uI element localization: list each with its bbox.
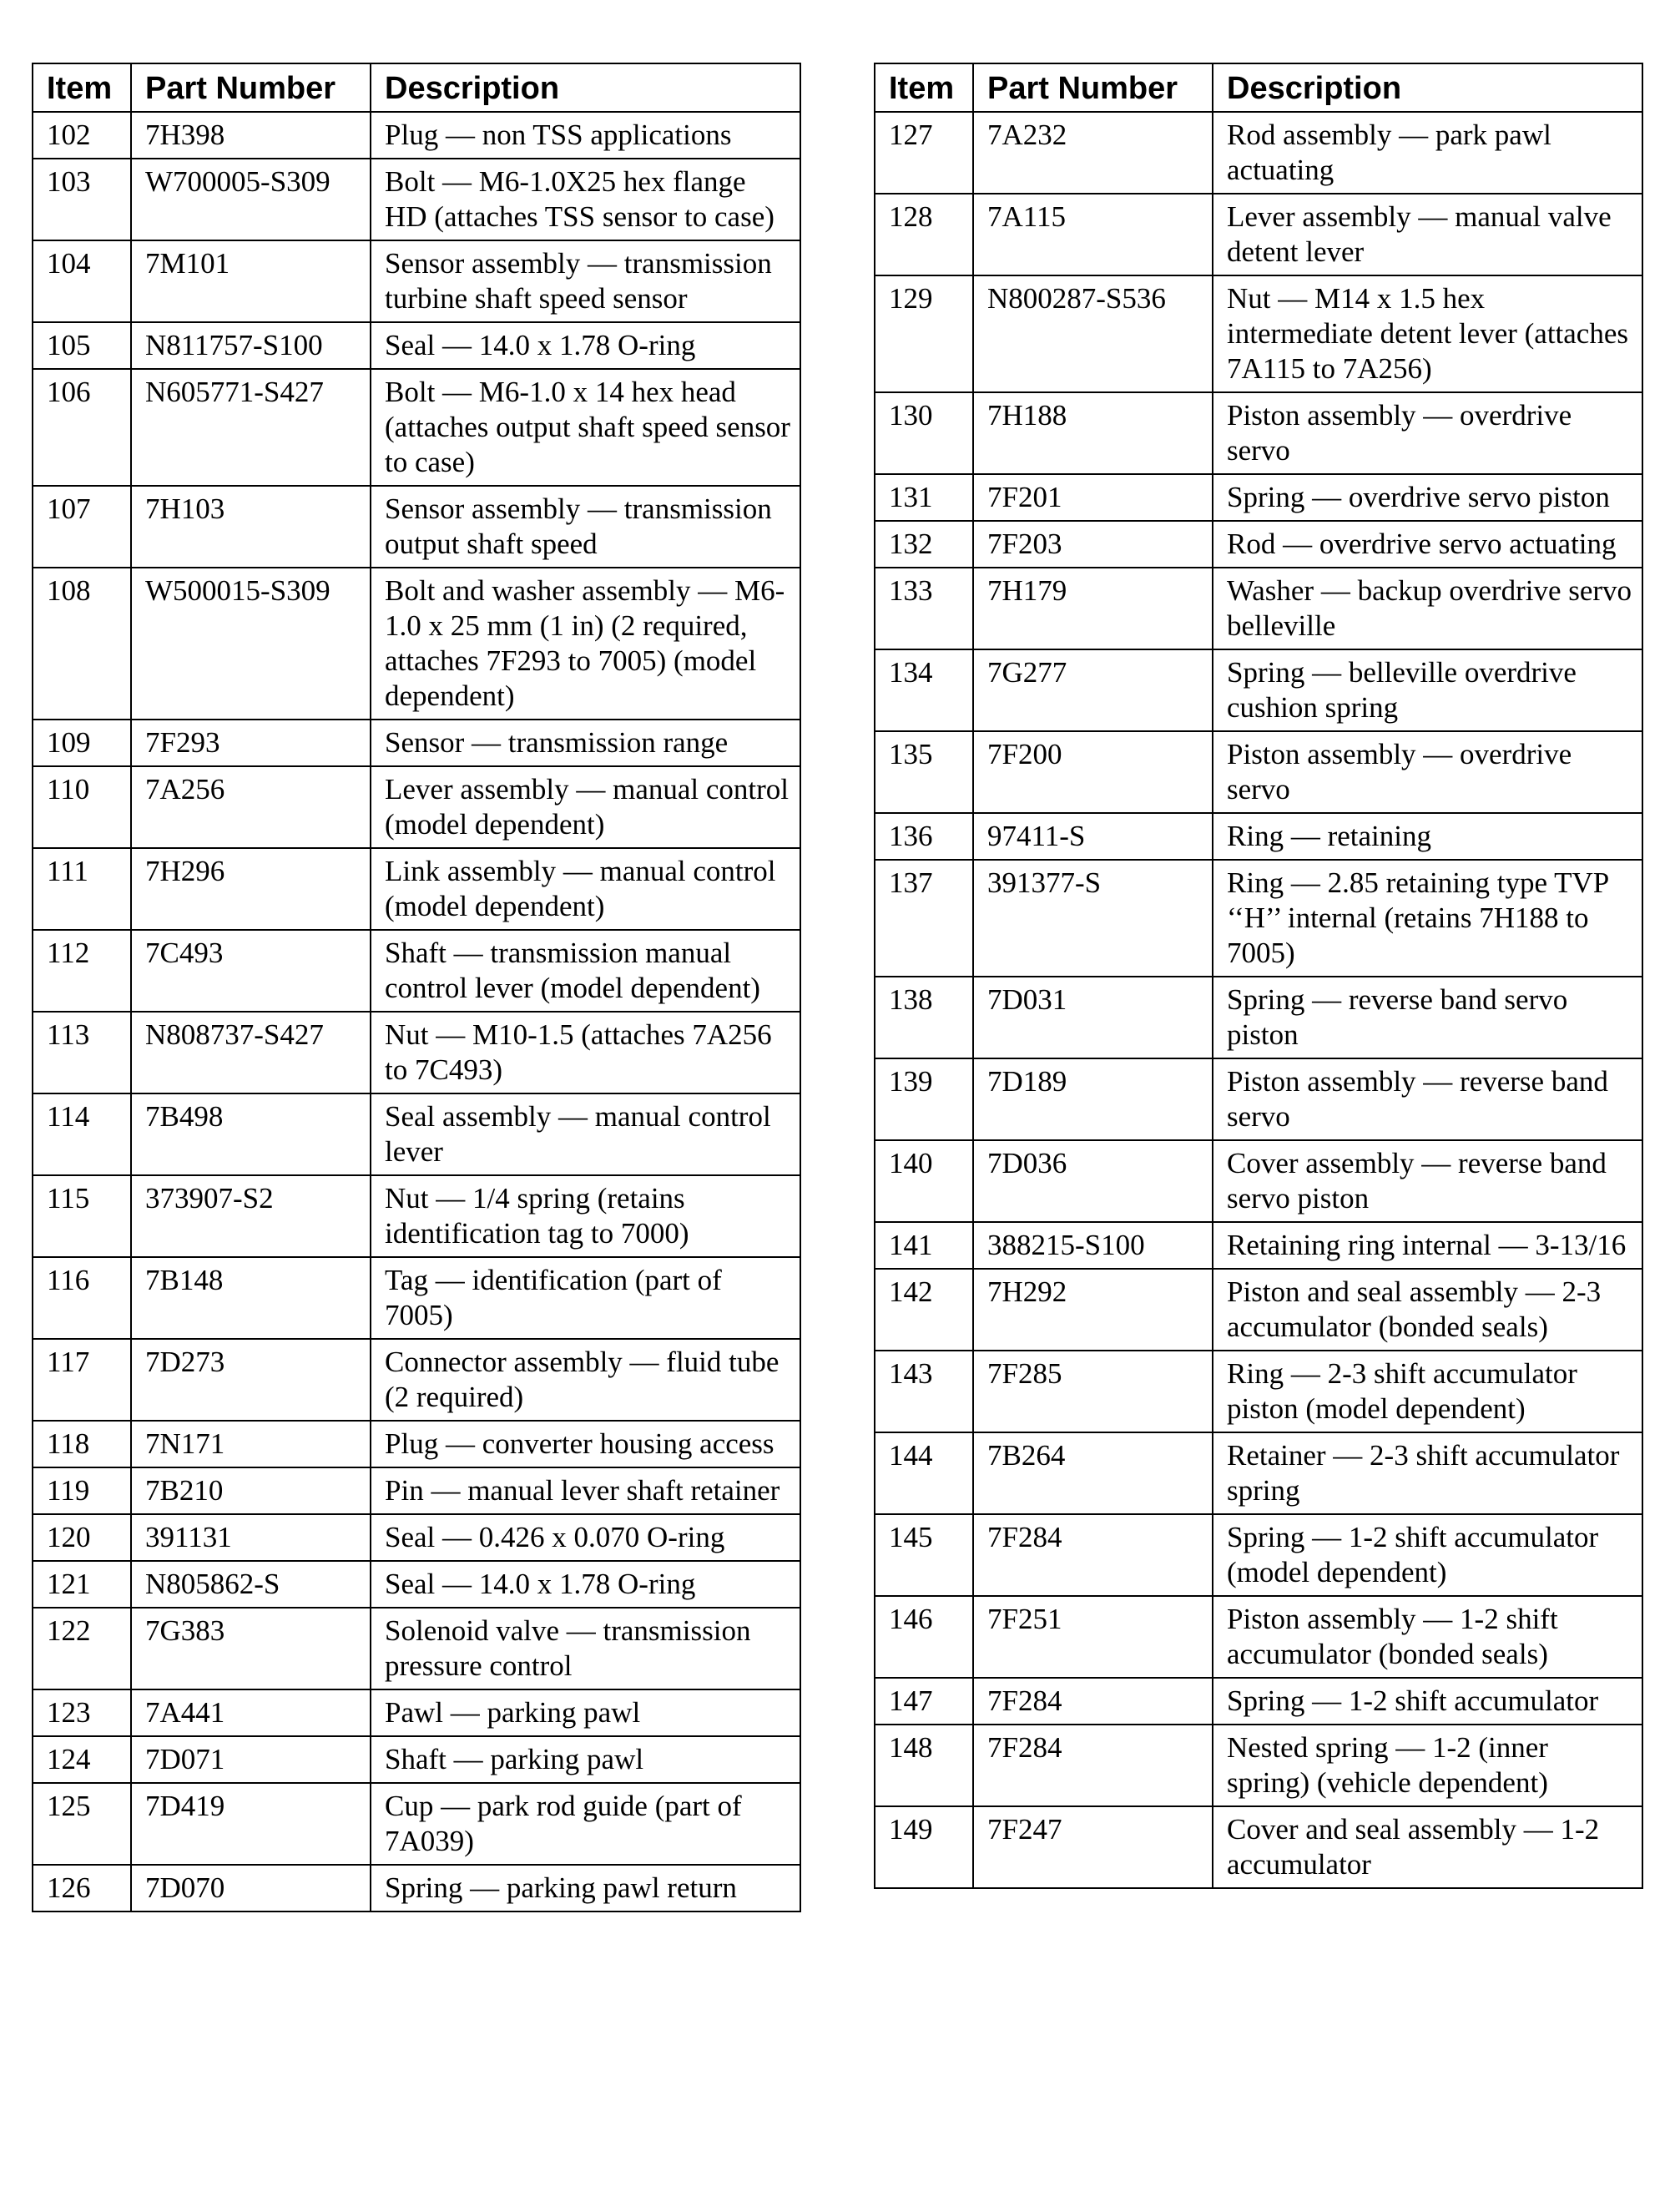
cell-description: Bolt — M6-1.0X25 hex flange HD (attaches TSS sensor to case) xyxy=(371,159,800,240)
table-row xyxy=(875,392,1642,474)
cell-item: 149 xyxy=(875,1806,973,1888)
table-row xyxy=(33,1012,800,1093)
cell-description: Nut — M14 x 1.5 hex intermediate detent lever (attaches 7A115 to 7A256) xyxy=(1213,275,1642,392)
table-row xyxy=(33,1093,800,1175)
column-header-item: Item xyxy=(875,63,973,112)
cell-part-number: N811757-S100 xyxy=(131,322,371,369)
cell-description: Cup — park rod guide (part of 7A039) xyxy=(371,1783,800,1865)
cell-description: Seal assembly — manual control lever xyxy=(371,1093,800,1175)
cell-description: Shaft — transmission manual control lever (model dependent) xyxy=(371,930,800,1012)
table-row xyxy=(33,240,800,322)
cell-item: 119 xyxy=(33,1467,131,1514)
cell-item: 108 xyxy=(33,568,131,720)
cell-description: Plug — non TSS applications xyxy=(371,112,800,159)
cell-description: Solenoid valve — transmission pressure control xyxy=(371,1608,800,1689)
cell-item: 128 xyxy=(875,194,973,275)
cell-part-number: 7D189 xyxy=(973,1058,1213,1140)
cell-description: Spring — 1-2 shift accumulator (model dependent) xyxy=(1213,1514,1642,1596)
table-row xyxy=(875,1725,1642,1806)
table-row xyxy=(33,1467,800,1514)
cell-item: 144 xyxy=(875,1432,973,1514)
cell-part-number: 7B264 xyxy=(973,1432,1213,1514)
cell-description: Sensor assembly — transmission turbine shaft speed sensor xyxy=(371,240,800,322)
cell-description: Shaft — parking pawl xyxy=(371,1736,800,1783)
cell-item: 125 xyxy=(33,1783,131,1865)
cell-item: 117 xyxy=(33,1339,131,1421)
cell-item: 129 xyxy=(875,275,973,392)
column-header-part-number: Part Number xyxy=(131,63,371,112)
cell-description: Cover and seal assembly — 1-2 accumulator xyxy=(1213,1806,1642,1888)
cell-description: Ring — 2.85 retaining type TVP ‘‘H’’ internal (retains 7H188 to 7005) xyxy=(1213,860,1642,977)
cell-part-number: 7F247 xyxy=(973,1806,1213,1888)
cell-part-number: 7A232 xyxy=(973,112,1213,194)
cell-part-number: 7B498 xyxy=(131,1093,371,1175)
cell-description: Sensor assembly — transmission output shaft speed xyxy=(371,486,800,568)
cell-description: Plug — converter housing access xyxy=(371,1421,800,1467)
cell-description: Piston assembly — overdrive servo xyxy=(1213,392,1642,474)
cell-item: 146 xyxy=(875,1596,973,1678)
cell-item: 106 xyxy=(33,369,131,486)
table-row xyxy=(875,568,1642,649)
table-row xyxy=(875,474,1642,521)
cell-item: 126 xyxy=(33,1865,131,1912)
table-header-row xyxy=(875,63,1642,112)
cell-description: Lever assembly — manual valve detent lever xyxy=(1213,194,1642,275)
cell-description: Seal — 14.0 x 1.78 O-ring xyxy=(371,322,800,369)
cell-description: Nut — 1/4 spring (retains identification tag to 7000) xyxy=(371,1175,800,1257)
cell-item: 116 xyxy=(33,1257,131,1339)
cell-description: Pin — manual lever shaft retainer xyxy=(371,1467,800,1514)
cell-part-number: 7A256 xyxy=(131,766,371,848)
cell-description: Washer — backup overdrive servo belleville xyxy=(1213,568,1642,649)
cell-part-number: 7A115 xyxy=(973,194,1213,275)
table-row xyxy=(33,568,800,720)
cell-item: 111 xyxy=(33,848,131,930)
cell-item: 120 xyxy=(33,1514,131,1561)
table-row xyxy=(33,930,800,1012)
cell-item: 142 xyxy=(875,1269,973,1351)
cell-part-number: 7D036 xyxy=(973,1140,1213,1222)
cell-description: Pawl — parking pawl xyxy=(371,1689,800,1736)
table-row xyxy=(33,1514,800,1561)
cell-part-number: N605771-S427 xyxy=(131,369,371,486)
cell-item: 112 xyxy=(33,930,131,1012)
column-header-description: Description xyxy=(1213,63,1642,112)
table-row xyxy=(33,1175,800,1257)
cell-part-number: 7F293 xyxy=(131,720,371,766)
cell-item: 148 xyxy=(875,1725,973,1806)
cell-description: Retaining ring internal — 3-13/16 xyxy=(1213,1222,1642,1269)
table-row xyxy=(875,1058,1642,1140)
cell-description: Piston assembly — reverse band servo xyxy=(1213,1058,1642,1140)
cell-description: Spring — overdrive servo piston xyxy=(1213,474,1642,521)
cell-item: 118 xyxy=(33,1421,131,1467)
cell-part-number: 7H292 xyxy=(973,1269,1213,1351)
cell-part-number: 7A441 xyxy=(131,1689,371,1736)
cell-item: 140 xyxy=(875,1140,973,1222)
cell-part-number: W700005-S309 xyxy=(131,159,371,240)
cell-part-number: 7N171 xyxy=(131,1421,371,1467)
cell-item: 109 xyxy=(33,720,131,766)
cell-part-number: 7H398 xyxy=(131,112,371,159)
table-row xyxy=(875,521,1642,568)
cell-part-number: 7D070 xyxy=(131,1865,371,1912)
cell-item: 132 xyxy=(875,521,973,568)
cell-part-number: 7D031 xyxy=(973,977,1213,1058)
table-row xyxy=(33,322,800,369)
table-row xyxy=(33,1608,800,1689)
table-row xyxy=(875,860,1642,977)
cell-item: 131 xyxy=(875,474,973,521)
table-row xyxy=(875,194,1642,275)
cell-description: Spring — 1-2 shift accumulator xyxy=(1213,1678,1642,1725)
parts-table-left xyxy=(32,63,801,1912)
cell-description: Seal — 14.0 x 1.78 O-ring xyxy=(371,1561,800,1608)
table-row xyxy=(875,1432,1642,1514)
cell-item: 107 xyxy=(33,486,131,568)
cell-part-number: 7F284 xyxy=(973,1725,1213,1806)
cell-item: 103 xyxy=(33,159,131,240)
table-row xyxy=(33,1689,800,1736)
table-row xyxy=(875,1678,1642,1725)
cell-description: Link assembly — manual control (model dependent) xyxy=(371,848,800,930)
cell-item: 105 xyxy=(33,322,131,369)
table-row xyxy=(33,766,800,848)
cell-description: Piston and seal assembly — 2-3 accumulator (bonded seals) xyxy=(1213,1269,1642,1351)
cell-description: Rod assembly — park pawl actuating xyxy=(1213,112,1642,194)
cell-description: Ring — retaining xyxy=(1213,813,1642,860)
cell-part-number: 7F284 xyxy=(973,1678,1213,1725)
cell-item: 136 xyxy=(875,813,973,860)
cell-description: Seal — 0.426 x 0.070 O-ring xyxy=(371,1514,800,1561)
cell-part-number: 7F201 xyxy=(973,474,1213,521)
table-row xyxy=(33,1339,800,1421)
table-row xyxy=(875,1514,1642,1596)
table-row xyxy=(33,1865,800,1912)
cell-item: 138 xyxy=(875,977,973,1058)
parts-table-right xyxy=(874,63,1643,1889)
table-row xyxy=(875,977,1642,1058)
table-row xyxy=(33,1783,800,1865)
table-row xyxy=(875,1806,1642,1888)
cell-description: Cover assembly — reverse band servo piston xyxy=(1213,1140,1642,1222)
cell-part-number: 388215-S100 xyxy=(973,1222,1213,1269)
cell-part-number: N800287-S536 xyxy=(973,275,1213,392)
cell-item: 114 xyxy=(33,1093,131,1175)
cell-description: Spring — reverse band servo piston xyxy=(1213,977,1642,1058)
cell-part-number: 7H296 xyxy=(131,848,371,930)
cell-description: Piston assembly — 1-2 shift accumulator (bonded seals) xyxy=(1213,1596,1642,1678)
cell-description: Spring — belleville overdrive cushion spring xyxy=(1213,649,1642,731)
cell-part-number: 7B210 xyxy=(131,1467,371,1514)
table-row xyxy=(33,112,800,159)
cell-item: 123 xyxy=(33,1689,131,1736)
cell-item: 134 xyxy=(875,649,973,731)
column-header-item: Item xyxy=(33,63,131,112)
cell-item: 115 xyxy=(33,1175,131,1257)
cell-description: Ring — 2-3 shift accumulator piston (model dependent) xyxy=(1213,1351,1642,1432)
table-row xyxy=(33,1561,800,1608)
cell-part-number: 7F203 xyxy=(973,521,1213,568)
cell-description: Tag — identification (part of 7005) xyxy=(371,1257,800,1339)
table-header-row xyxy=(33,63,800,112)
cell-item: 141 xyxy=(875,1222,973,1269)
cell-part-number: 7F200 xyxy=(973,731,1213,813)
cell-part-number: 7D273 xyxy=(131,1339,371,1421)
cell-item: 110 xyxy=(33,766,131,848)
cell-item: 143 xyxy=(875,1351,973,1432)
cell-description: Bolt — M6-1.0 x 14 hex head (attaches output shaft speed sensor to case) xyxy=(371,369,800,486)
table-row xyxy=(875,275,1642,392)
cell-part-number: 7H179 xyxy=(973,568,1213,649)
cell-part-number: 391377-S xyxy=(973,860,1213,977)
cell-part-number: W500015-S309 xyxy=(131,568,371,720)
cell-description: Connector assembly — fluid tube (2 required) xyxy=(371,1339,800,1421)
table-row xyxy=(875,1269,1642,1351)
cell-description: Piston assembly — overdrive servo xyxy=(1213,731,1642,813)
cell-description: Nested spring — 1-2 (inner spring) (vehicle dependent) xyxy=(1213,1725,1642,1806)
table-row xyxy=(875,731,1642,813)
cell-part-number: 7F285 xyxy=(973,1351,1213,1432)
cell-item: 139 xyxy=(875,1058,973,1140)
table-row xyxy=(33,848,800,930)
cell-part-number: 373907-S2 xyxy=(131,1175,371,1257)
cell-item: 133 xyxy=(875,568,973,649)
cell-description: Retainer — 2-3 shift accumulator spring xyxy=(1213,1432,1642,1514)
column-header-part-number: Part Number xyxy=(973,63,1213,112)
cell-part-number: N805862-S xyxy=(131,1561,371,1608)
cell-part-number: 7M101 xyxy=(131,240,371,322)
cell-item: 137 xyxy=(875,860,973,977)
cell-item: 122 xyxy=(33,1608,131,1689)
table-row xyxy=(33,1736,800,1783)
table-row xyxy=(33,1257,800,1339)
table-row xyxy=(33,159,800,240)
table-row xyxy=(875,1222,1642,1269)
cell-part-number: 7D419 xyxy=(131,1783,371,1865)
cell-item: 113 xyxy=(33,1012,131,1093)
cell-description: Spring — parking pawl return xyxy=(371,1865,800,1912)
table-row xyxy=(875,112,1642,194)
cell-part-number: 7H103 xyxy=(131,486,371,568)
cell-part-number: 7C493 xyxy=(131,930,371,1012)
cell-description: Lever assembly — manual control (model dependent) xyxy=(371,766,800,848)
table-row xyxy=(875,1351,1642,1432)
cell-item: 124 xyxy=(33,1736,131,1783)
cell-part-number: N808737-S427 xyxy=(131,1012,371,1093)
cell-item: 104 xyxy=(33,240,131,322)
cell-part-number: 7G383 xyxy=(131,1608,371,1689)
cell-item: 135 xyxy=(875,731,973,813)
table-row xyxy=(875,1140,1642,1222)
cell-part-number: 7F284 xyxy=(973,1514,1213,1596)
cell-part-number: 7F251 xyxy=(973,1596,1213,1678)
table-row xyxy=(33,486,800,568)
cell-item: 145 xyxy=(875,1514,973,1596)
cell-description: Nut — M10-1.5 (attaches 7A256 to 7C493) xyxy=(371,1012,800,1093)
table-row xyxy=(33,369,800,486)
cell-item: 121 xyxy=(33,1561,131,1608)
table-row xyxy=(875,813,1642,860)
cell-part-number: 7H188 xyxy=(973,392,1213,474)
column-header-description: Description xyxy=(371,63,800,112)
cell-item: 127 xyxy=(875,112,973,194)
cell-item: 130 xyxy=(875,392,973,474)
cell-description: Rod — overdrive servo actuating xyxy=(1213,521,1642,568)
cell-description: Bolt and washer assembly — M6-1.0 x 25 mm (1 in) (2 required, attaches 7F293 to 7005) (model dependent) xyxy=(371,568,800,720)
cell-part-number: 7G277 xyxy=(973,649,1213,731)
table-row xyxy=(875,649,1642,731)
table-row xyxy=(875,1596,1642,1678)
cell-item: 102 xyxy=(33,112,131,159)
table-row xyxy=(33,720,800,766)
cell-item: 147 xyxy=(875,1678,973,1725)
table-row xyxy=(33,1421,800,1467)
cell-part-number: 391131 xyxy=(131,1514,371,1561)
cell-part-number: 7B148 xyxy=(131,1257,371,1339)
cell-part-number: 97411-S xyxy=(973,813,1213,860)
cell-description: Sensor — transmission range xyxy=(371,720,800,766)
cell-part-number: 7D071 xyxy=(131,1736,371,1783)
